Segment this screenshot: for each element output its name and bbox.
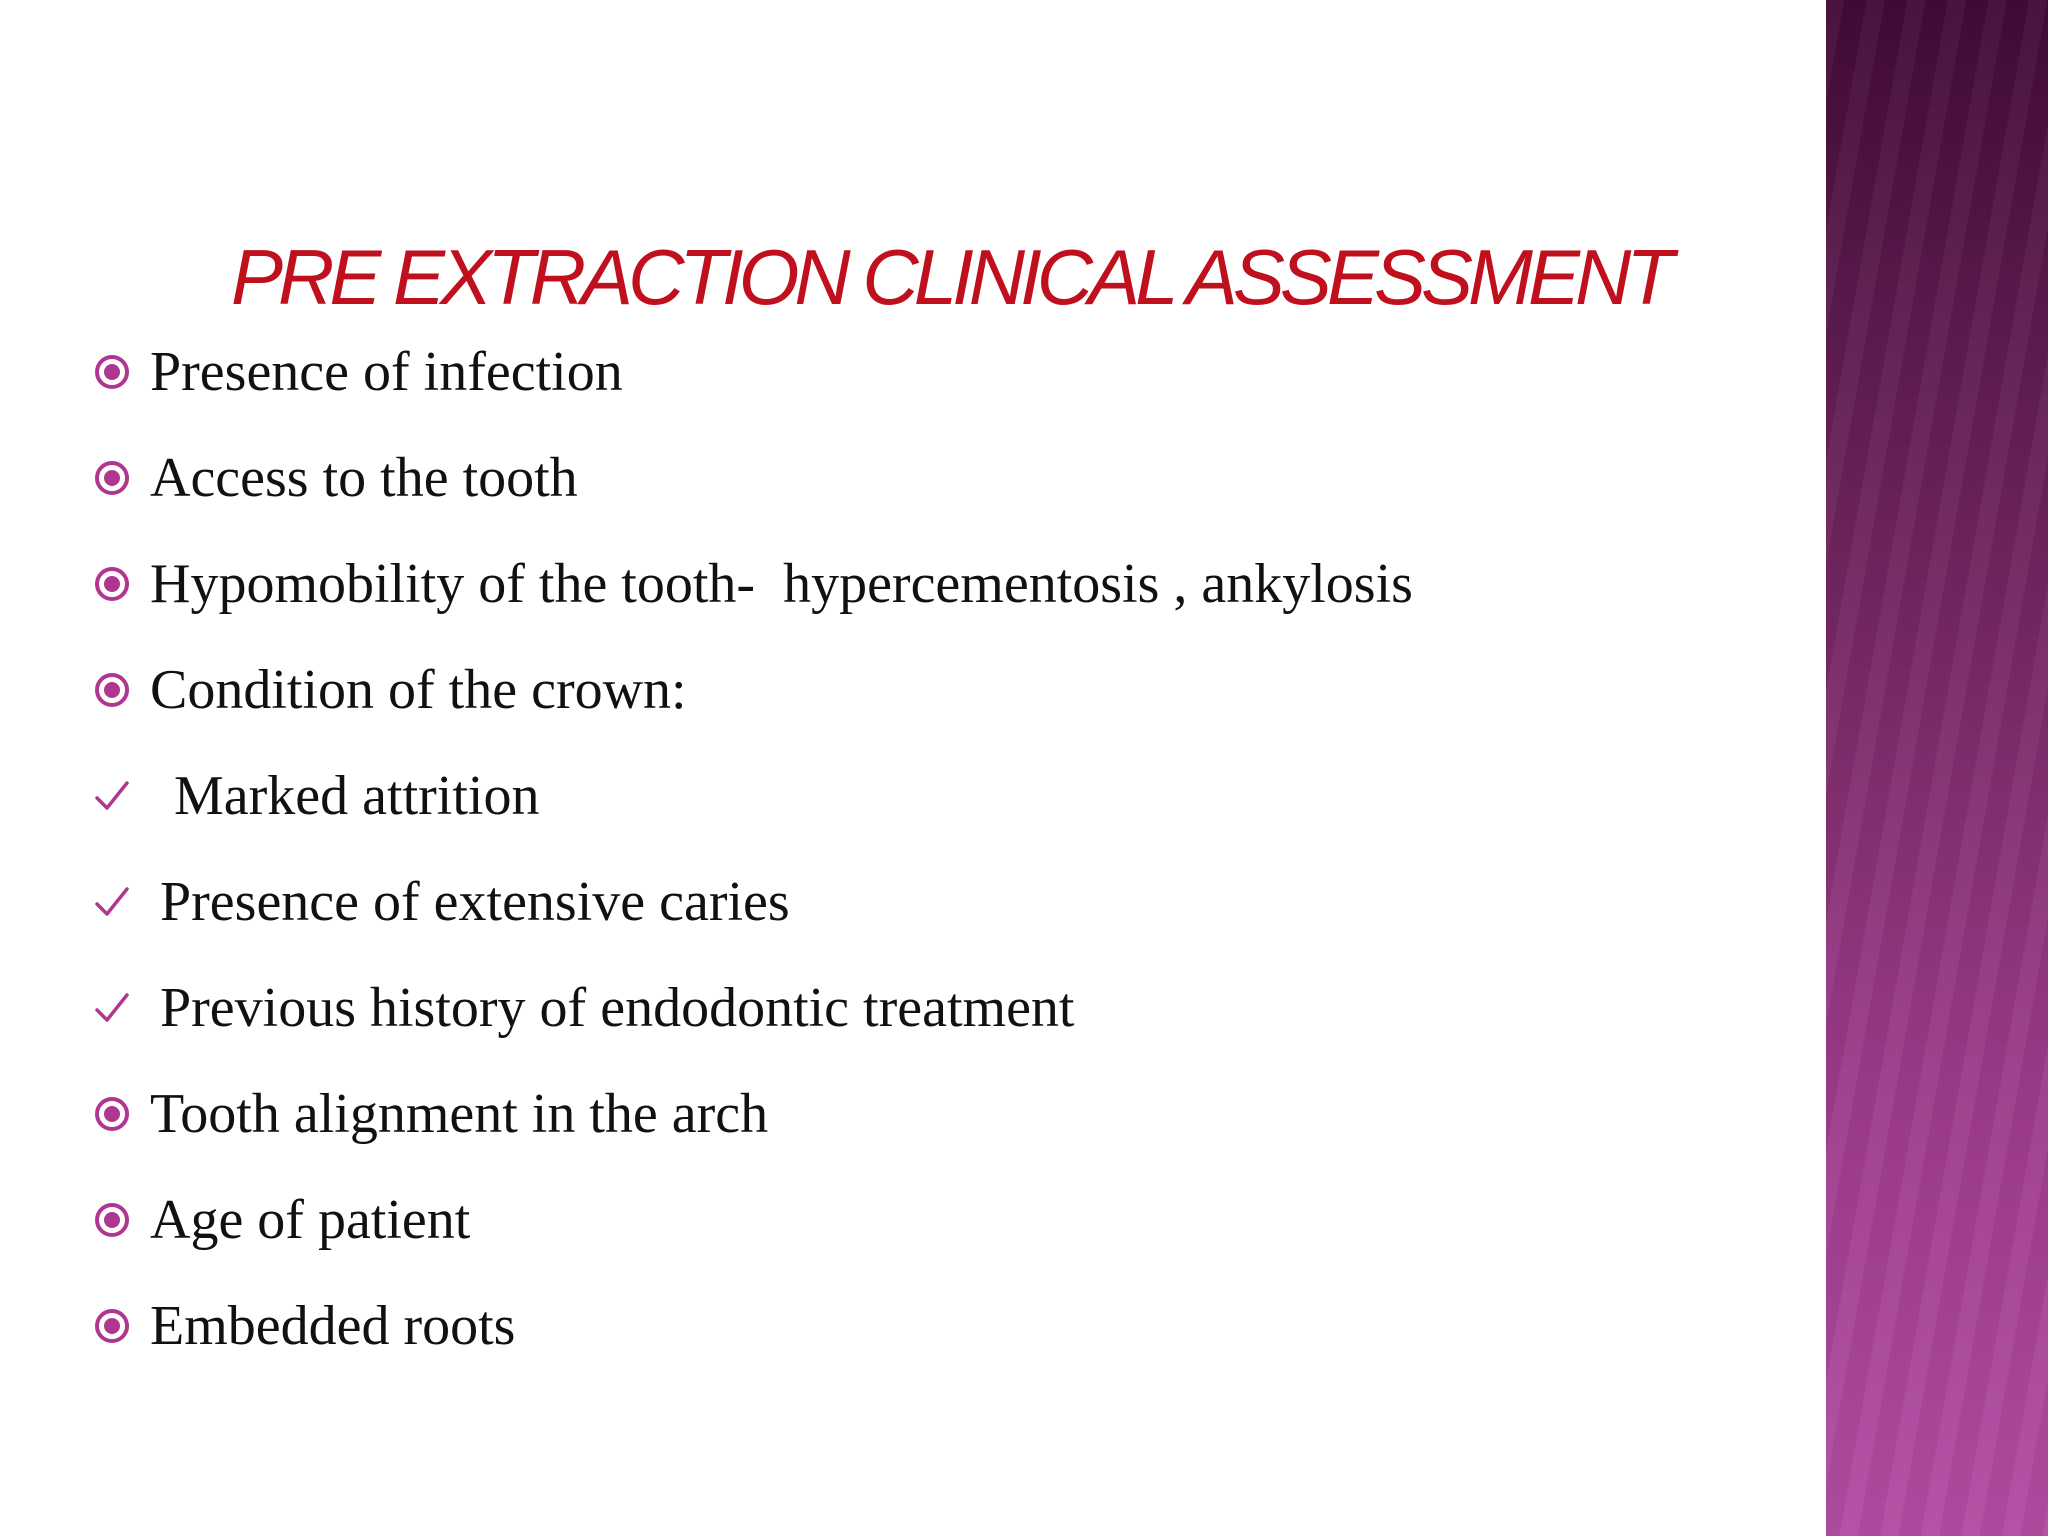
sub-list-item-text: Marked attrition [174,765,540,827]
sub-list-item [92,756,539,836]
list-item [92,1286,515,1366]
list-item-text: Age of patient [150,1189,471,1251]
sub-list-item [92,862,790,942]
circled-dot-icon [92,670,132,710]
checkmark-icon [92,776,132,816]
circled-dot-icon [92,352,132,392]
decorative-side-band [1826,0,2048,1536]
sub-list-item-text: Presence of extensive caries [160,871,790,933]
sub-list-item-text: Previous history of endodontic treatment [160,977,1075,1039]
list-item [92,544,1413,624]
list-item-text: Tooth alignment in the arch [150,1083,769,1145]
circled-dot-icon [92,458,132,498]
circled-dot-icon [92,1094,132,1134]
sub-list-item [92,968,1074,1048]
list-item-text: Condition of the crown: [150,659,687,721]
circled-dot-icon [92,564,132,604]
list-item [92,438,578,518]
list-item [92,1180,470,1260]
checkmark-icon [92,882,132,922]
list-item [92,1074,768,1154]
circled-dot-icon [92,1306,132,1346]
list-item-text: Access to the tooth [150,447,578,509]
list-item-text: Presence of infection [150,341,623,403]
list-item [92,332,623,412]
list-item-text: Embedded roots [150,1295,516,1357]
circled-dot-icon [92,1200,132,1240]
list-item-text: Hypomobility of the tooth- hypercementosis , ankylosis [150,553,1413,615]
list-item [92,650,687,730]
slide-title: PRE EXTRACTION CLINICAL ASSESSMENT [230,233,1670,321]
checkmark-icon [92,988,132,1028]
